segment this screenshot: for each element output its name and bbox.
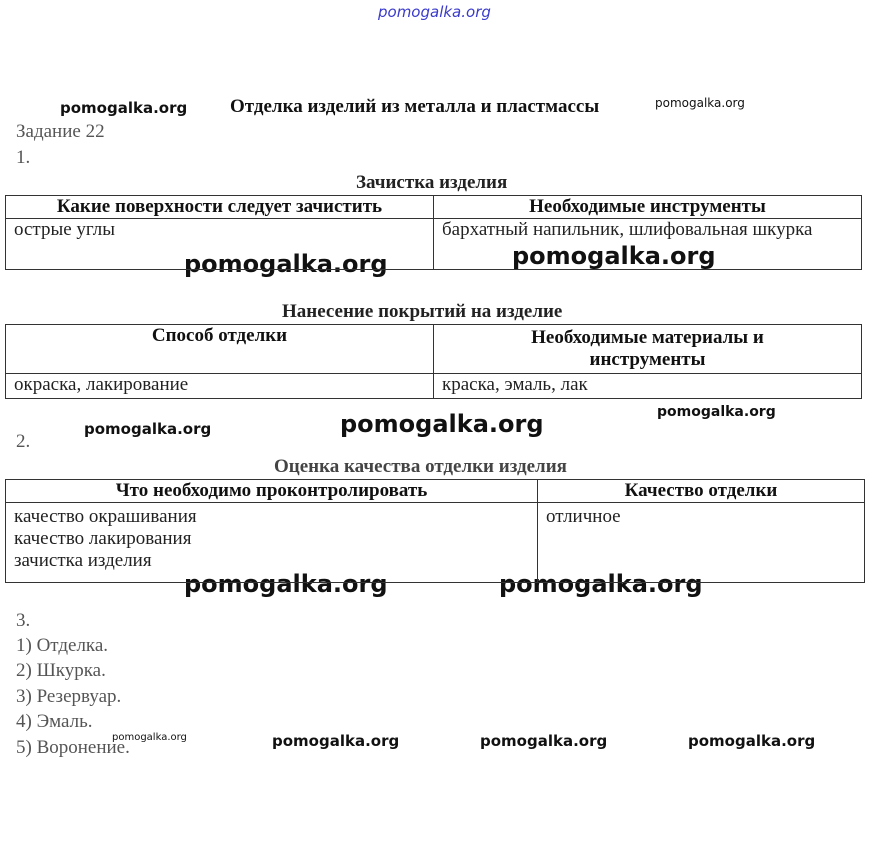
table-3-caption: Оценка качества отделки изделия: [274, 456, 567, 477]
table-row: [6, 219, 862, 270]
table-quality: [5, 479, 865, 583]
table-cleaning: [5, 195, 862, 270]
watermark: pomogalka.org: [512, 242, 716, 270]
table-header-cell: Что необходимо проконтролировать: [6, 480, 538, 503]
answer-item: 5) Воронение.: [16, 737, 130, 758]
section-1-number: 1.: [16, 147, 31, 168]
answer-item: 1) Отделка.: [16, 635, 109, 656]
watermark-top: pomogalka.org: [378, 3, 491, 21]
answer-item: 4) Эмаль.: [16, 711, 93, 732]
watermark: pomogalka.org: [60, 99, 188, 117]
check-item: качество лакирования: [14, 528, 192, 549]
watermark: pomogalka.org: [688, 732, 816, 750]
table-cell: окраска, лакирование: [6, 374, 434, 399]
watermark: pomogalka.org: [272, 732, 400, 750]
section-2-number: 2.: [16, 431, 31, 452]
section-3-number: 3.: [16, 610, 31, 631]
table-header-row: [6, 480, 865, 503]
watermark: pomogalka.org: [499, 570, 703, 598]
watermark: pomogalka.org: [480, 732, 608, 750]
table-1-caption: Зачистка изделия: [356, 172, 508, 193]
table-header-cell: Качество отделки: [538, 480, 865, 503]
answer-item: 3) Резервуар.: [16, 686, 122, 707]
table-cell: бархатный напильник, шлифовальная шкурка: [434, 219, 862, 270]
table-header-cell: Необходимые материалы и инструменты: [434, 325, 862, 374]
table-cell: [6, 503, 538, 583]
watermark: pomogalka.org: [184, 250, 388, 278]
table-cell: отличное: [538, 503, 865, 583]
table-header-row: [6, 196, 862, 219]
table-header-row: [6, 325, 862, 374]
table-header-cell: Необходимые инструменты: [434, 196, 862, 219]
table-coating: [5, 324, 862, 399]
watermark: pomogalka.org: [655, 96, 745, 110]
page-title: Отделка изделий из металла и пластмассы: [230, 96, 600, 117]
watermark: pomogalka.org: [340, 410, 544, 438]
watermark: pomogalka.org: [184, 570, 388, 598]
answer-item: 2) Шкурка.: [16, 660, 106, 681]
table-row: [6, 374, 862, 399]
table-row: [6, 503, 865, 583]
check-item: зачистка изделия: [14, 550, 152, 571]
table-header-cell: Способ отделки: [6, 325, 434, 374]
check-item: качество окрашивания: [14, 506, 197, 527]
table-header-cell: Какие поверхности следует зачистить: [6, 196, 434, 219]
table-cell: острые углы: [6, 219, 434, 270]
watermark: pomogalka.org: [657, 404, 776, 420]
watermark: pomogalka.org: [112, 732, 187, 743]
table-2-caption: Нанесение покрытий на изделие: [282, 301, 563, 322]
table-cell: краска, эмаль, лак: [434, 374, 862, 399]
task-label: Задание 22: [16, 121, 105, 142]
watermark: pomogalka.org: [84, 420, 212, 438]
